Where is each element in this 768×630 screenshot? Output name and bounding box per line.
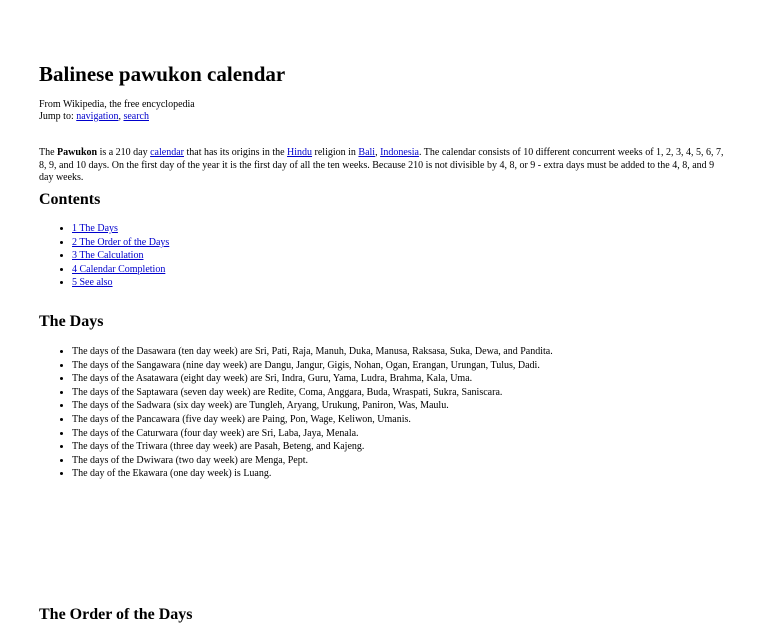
toc-link-calculation[interactable]: 3 The Calculation [72,250,144,262]
table-of-contents [39,222,169,290]
list-item: • The days of the Sangawara (nine day week) are Dangu, Jangur, Gigis, Nohan, Ogan, Erangan, Urungan, Tulus, Dadi. [72,359,729,373]
list-item: • The days of the Saptawara (seven day week) are Redite, Coma, Anggara, Buda, Wraspati, Sukra, Saniscara. [72,386,729,400]
jump-separator: , [118,111,121,122]
intro-text-1: The [39,147,58,158]
list-item: • The day of the Ekawara (one day week) is Luang. [72,467,729,481]
from-wikipedia-text: From Wikipedia, the free encyclopedia [39,99,195,110]
toc-item [72,236,169,250]
toc-item [72,249,169,263]
page-title: Balinese pawukon calendar [39,62,286,86]
calendar-link[interactable]: calendar [150,147,184,158]
intro-text-3: that has its origins in the [183,147,288,158]
intro-bold-term: Pawukon [57,147,98,158]
intro-text-5: , [375,147,381,158]
toc-link-the-days[interactable]: 1 The Days [72,223,118,234]
jump-to-label: Jump to: [39,111,74,122]
intro-text-4: religion in [312,147,359,158]
list-item: • The days of the Pancawara (five day week) are Paing, Pon, Wage, Keliwon, Umanis. [72,413,729,427]
indonesia-link[interactable]: Indonesia [380,147,419,158]
toc-item [72,222,169,236]
toc-link-order-of-days[interactable]: 2 The Order of the Days [72,236,170,248]
contents-heading: Contents [39,191,101,208]
toc-item [72,263,169,277]
jump-search-link[interactable]: search [123,111,149,122]
intro-paragraph [39,147,729,185]
list-item: • The days of the Triwara (three day week) are Pasah, Beteng, and Kajeng. [72,440,729,454]
intro-text-2: is a 210 day [97,147,151,158]
list-item: • The days of the Asatawara (eight day week) are Sri, Indra, Guru, Yama, Ludra, Brahma, Kala, Uma. [72,372,729,386]
list-item: • The days of the Sadwara (six day week) are Tungleh, Aryang, Urukung, Paniron, Was, Maulu. [72,399,729,413]
toc-link-calendar-completion[interactable]: 4 Calendar Completion [72,263,166,275]
intro-text-6: . The calendar consists of 10 different concurrent weeks of 1, 2, 3, 4, 5, 6, 7, 8, 9, and 10 days. On the first day of the year it is the first day of all the ten weeks. Because 210 is not divisible by 4, 8, or 9 - extra days must be added to the 4, 8, and 9 day weeks. [39,147,724,184]
bali-link[interactable]: Bali [358,147,376,158]
jump-navigation-link[interactable]: navigation [76,111,119,122]
list-item: • The days of the Caturwara (four day week) are Sri, Laba, Jaya, Menala. [72,427,729,441]
list-item: • The days of the Dasawara (ten day week) are Sri, Pati, Raja, Manuh, Duka, Manusa, Raksasa, Suka, Dewa, and Pandita. [72,345,729,359]
list-item: • The days of the Dwiwara (two day week) are Menga, Pept. [72,454,729,468]
days-list [39,345,729,481]
hindu-link[interactable]: Hindu [287,147,313,158]
toc-item [72,276,169,290]
article-meta [39,99,195,123]
toc-link-see-also[interactable]: 5 See also [72,277,113,289]
the-days-heading: The Days [39,313,104,330]
order-of-days-heading: The Order of the Days [39,606,193,623]
jump-to-line [39,111,195,123]
